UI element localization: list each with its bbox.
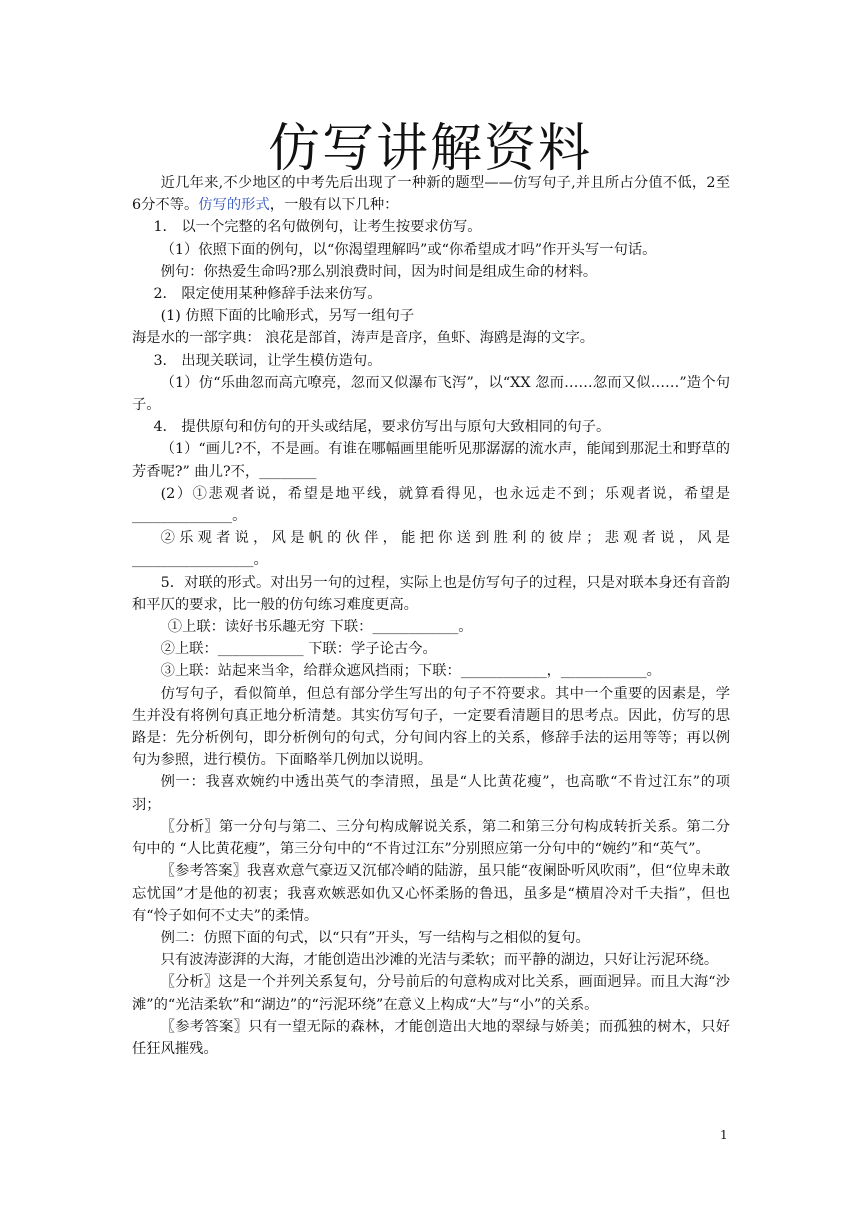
couplet-2: ②上联：____________ 下联：学子论古今。 bbox=[160, 641, 437, 658]
section-3-heading: 3． 出现关联词，让学生模仿造句。 bbox=[153, 352, 382, 369]
intro-paragraph bbox=[132, 172, 730, 216]
example-2-analysis: 〖分析〗这是一个并列关系复句，分号前后的句意构成对比关系，画面迥异。而且大海“沙滩”的“光洁柔软”和“湖边”的“污泥环绕”在意义上构成“大”与“小”的关系。 bbox=[132, 974, 730, 1013]
couplet-1: ①上联：读好书乐趣无穷 下联：____________。 bbox=[167, 619, 473, 636]
example-1-answer: 〖参考答案〗我喜欢意气豪迈又沉郁冷峭的陆游，虽只能“夜阑卧听风吹雨”，但“位卑未敢忘忧国”才是他的初衷；我喜欢嫉恶如仇又心怀柔肠的鲁迅，虽多是“横眉冷对千夫指”，但也有“怜子如何不丈夫”的柔情。 bbox=[132, 863, 730, 924]
section-3-question: （1）仿“乐曲忽而高亢嘹亮，忽而又似瀑布飞泻”，以“XX 忽而……忽而又似……”造个句子。 bbox=[132, 374, 730, 414]
section-2-heading: 2． 限定使用某种修辞手法来仿写。 bbox=[153, 286, 382, 303]
section-4-blank-2: _________________。 bbox=[132, 552, 268, 569]
document-title: 仿写讲解资料 bbox=[267, 119, 592, 179]
section-5-heading: 5．对联的形式。对出另一句的过程，实际上也是仿写句子的过程，只是对联本身还有音韵和平仄的要求，比一般的仿句练习难度更高。 bbox=[132, 574, 730, 613]
example-2-sentence: 只有波涛澎湃的大海，才能创造出沙滩的光洁与柔软；而平静的湖边，只好让污泥环绕。 bbox=[160, 952, 719, 969]
example-2-answer: 〖参考答案〗只有一望无际的森林，才能创造出大地的翠绿与娇美；而孤独的树木，只好任狂风摧残。 bbox=[132, 1018, 730, 1057]
example-1: 例一：我喜欢婉约中透出英气的李清照，虽是“人比黄花瘦”，也高歌“不肯过江东”的项羽； bbox=[132, 774, 730, 813]
section-2-example: 海是水的一部字典： 浪花是部首，涛声是音序，鱼虾、海鸥是海的文字。 bbox=[132, 330, 595, 347]
section-4-question-3: ②乐观者说，风是帆的伙伴，能把你送到胜利的彼岸；悲观者说，风是 bbox=[160, 530, 730, 547]
intro-link[interactable]: 仿写的形式 bbox=[198, 197, 270, 214]
intro-tail: ，一般有以下几种： bbox=[269, 197, 399, 214]
example-2: 例二：仿照下面的句式，以“只有”开头，写一结构与之相似的复句。 bbox=[160, 929, 590, 946]
section-2-question: (1) 仿照下面的比喻形式，另写一组句子 bbox=[160, 308, 415, 325]
intro-text: 近几年来,不少地区的中考先后出现了一种新的题型——仿写句子,并且所占分值不低，2至6分不等。 bbox=[132, 175, 730, 214]
section-1-question: （1）依照下面的例句，以“你渴望理解吗”或“你希望成才吗”作开头写一句话。 bbox=[160, 241, 657, 258]
section-4-blank-1: ______________。 bbox=[132, 508, 247, 525]
section-4-question-1: （1）“画儿?不，不是画。有谁在哪幅画里能听见那潺潺的流水声，能闻到那泥土和野草的芳香呢?” 曲儿?不，________ bbox=[132, 441, 730, 480]
section-1-heading: 1． 以一个完整的名句做例句，让考生按要求仿写。 bbox=[153, 219, 482, 236]
page-number: 1 bbox=[720, 1128, 728, 1142]
section-1-example: 例句：你热爱生命吗?那么别浪费时间，因为时间是组成生命的材料。 bbox=[160, 263, 598, 280]
method-paragraph: 仿写句子，看似简单，但总有部分学生写出的句子不符要求。其中一个重要的因素是，学生并没有将例句真正地分析清楚。其实仿写句子，一定要看清题目的思考点。因此，仿写的思路是：先分析例句，即分析例句的句式，分句间内容上的关系，修辞手法的运用等等；再以例句为参照，进行模仿。下面略举几例加以说明。 bbox=[132, 685, 730, 769]
document-body bbox=[132, 172, 730, 1060]
example-1-analysis: 〖分析〗第一分句与第二、三分句构成解说关系，第二和第三分句构成转折关系。第二分句中的 “人比黄花瘦”，第三分句中的“不肯过江东”分别照应第一分句中的“婉约”和“英气”。 bbox=[132, 818, 730, 858]
section-4-question-2: (2）①悲观者说，希望是地平线，就算看得见，也永远走不到；乐观者说，希望是 bbox=[160, 485, 730, 502]
couplet-3: ③上联：站起来当伞，给群众遮风挡雨；下联：____________，____________。 bbox=[160, 663, 661, 680]
section-4-heading: 4． 提供原句和仿句的开头或结尾，要求仿写出与原句大致相同的句子。 bbox=[153, 419, 611, 436]
